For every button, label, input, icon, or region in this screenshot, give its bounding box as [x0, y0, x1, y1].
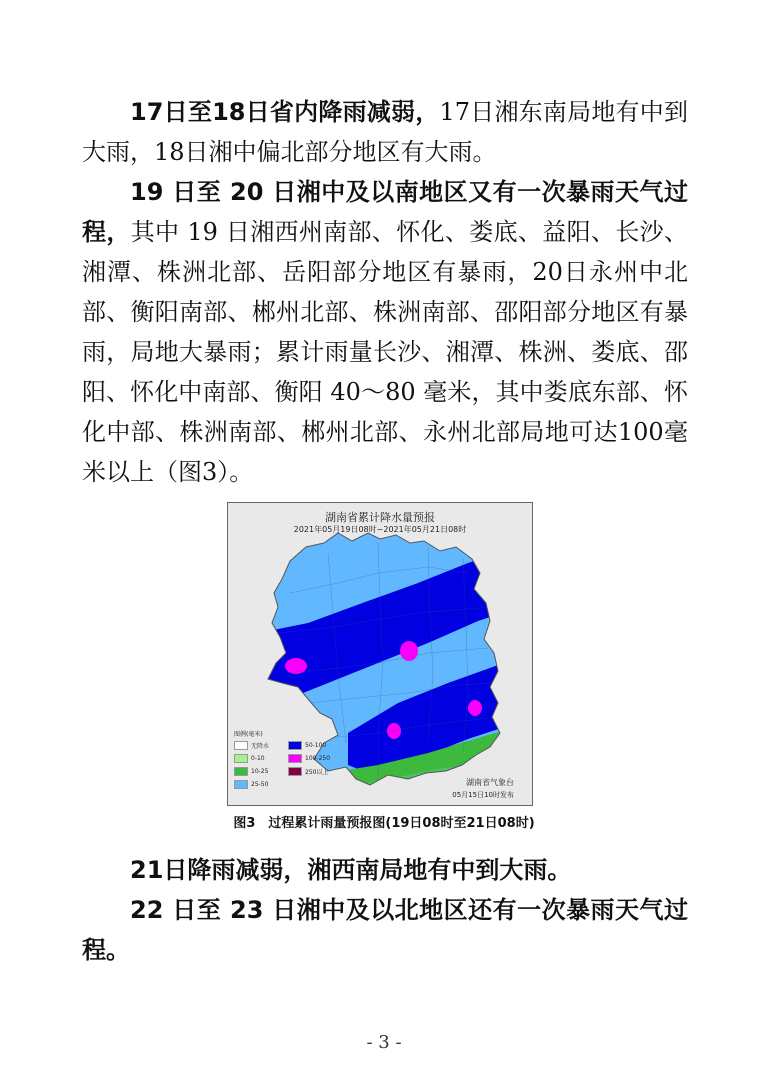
legend-title: 图例(毫米) — [234, 731, 263, 738]
legend-swatch — [234, 754, 248, 763]
legend-label: 0-10 — [251, 755, 265, 762]
legend-label: 250以上 — [305, 769, 329, 776]
map-issue-date: 05月15日10时发布 — [452, 791, 514, 799]
paragraph-1-lead: 17日至18日省内降雨减弱， — [130, 98, 440, 126]
paragraph-4-lead: 22 日至 23 日湘中及以北地区还有一次暴雨天气过程。 — [82, 896, 688, 964]
map-subtitle: 2021年05月19日08时~2021年05月21日08时 — [293, 525, 467, 534]
paragraph-1 — [82, 92, 688, 172]
legend-label: 无降水 — [251, 743, 270, 750]
rainfall-forecast-map-figure — [227, 502, 533, 806]
legend-label: 50-100 — [305, 742, 327, 749]
legend-label: 10-25 — [251, 768, 269, 775]
map-issuer: 湖南省气象台 — [466, 778, 514, 787]
map-legend — [234, 729, 338, 789]
legend-item — [234, 741, 284, 750]
paragraph-2-body: 其中 19 日湘西州南部、怀化、娄底、益阳、长沙、湘潭、株洲北部、岳阳部分地区有暴雨，20日永州中北部、衡阳南部、郴州北部、株洲南部、邵阳部分地区有暴雨，局地大暴雨；累计雨量长沙、湘潭、株洲、娄底、邵阳、怀化中南部、衡阳 40～80 毫米，其中娄底东部、怀化中部、株洲南部、郴州北部、永州北部局地可达100毫米以上（图3）。 — [82, 218, 689, 486]
paragraph-3 — [82, 850, 688, 890]
legend-items — [234, 741, 338, 789]
paragraph-1-body: 17日湘东南局地有中到大雨，18日湘中偏北部分地区有大雨。 — [82, 98, 689, 166]
legend-swatch — [234, 741, 248, 750]
legend-item — [288, 741, 338, 750]
legend-swatch — [288, 741, 302, 750]
paragraph-3-lead: 21日降雨减弱，湘西南局地有中到大雨。 — [130, 856, 572, 884]
legend-swatch — [288, 754, 302, 763]
legend-swatch — [234, 780, 248, 789]
map-title: 湖南省累计降水量预报 — [325, 511, 435, 524]
legend-item — [234, 780, 284, 789]
paragraph-2-lead: 19 日至 20 日湘中及以南地区又有一次暴雨天气过程， — [82, 178, 688, 246]
legend-item — [234, 754, 284, 763]
legend-swatch — [288, 767, 302, 776]
figure-caption: 图3 过程累计雨量预报图(19日08时至21日08时) — [233, 816, 535, 831]
legend-label: 100-250 — [305, 755, 331, 762]
page-number: - 3 - — [366, 1032, 402, 1053]
legend-item — [288, 754, 338, 763]
legend-item — [288, 767, 338, 776]
legend-swatch — [234, 767, 248, 776]
paragraph-4 — [82, 890, 688, 970]
legend-item — [234, 767, 284, 776]
legend-label: 25-50 — [251, 781, 269, 788]
paragraph-2 — [82, 172, 688, 492]
